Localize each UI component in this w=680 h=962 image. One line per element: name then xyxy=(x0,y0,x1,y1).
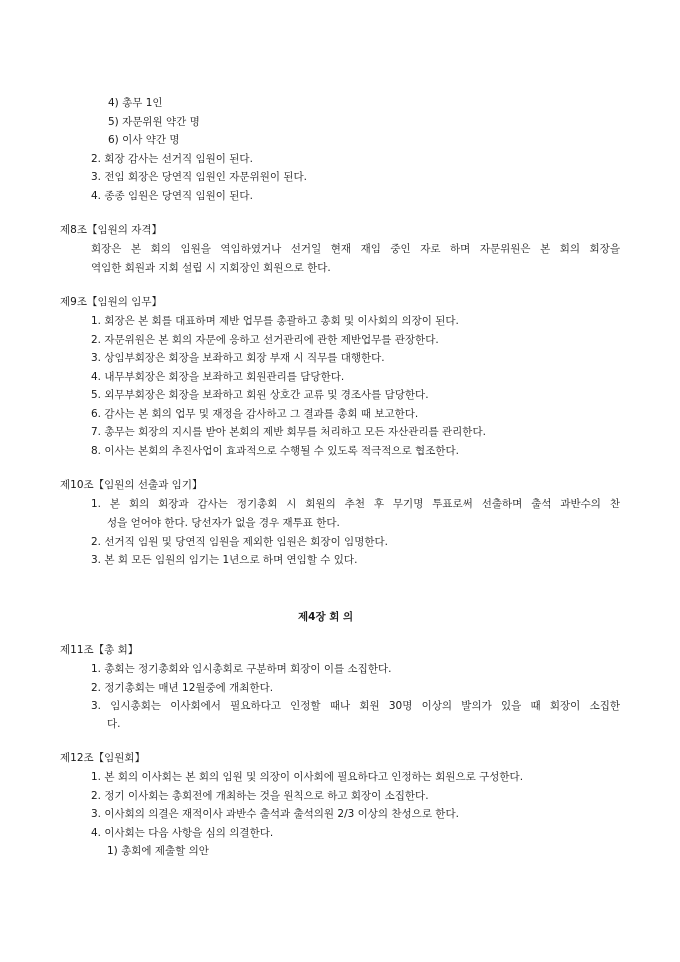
list-item: 5. 외무부회장은 회장을 보좌하고 회원 상호간 교류 및 경조사를 담당한다. xyxy=(91,389,429,401)
list-item-continuation: 성을 얻어야 한다. 당선자가 없을 경우 재투표 한다. xyxy=(107,517,340,529)
list-item: 3. 임시총회는 이사회에서 필요하다고 인정할 때나 회원 30명 이상의 발의가 있을 때 회장이 소집한 xyxy=(91,700,620,712)
list-item: 4. 이사회는 다음 사항을 심의 의결한다. xyxy=(91,827,274,839)
list-item: 1. 본 회의 회장과 감사는 정기총회 시 회원의 추천 후 무기명 투표로써 선출하며 출석 과반수의 찬 xyxy=(91,498,620,510)
list-item: 2. 정기총회는 매년 12월중에 개최한다. xyxy=(91,682,274,694)
article-8-paragraph-line: 역임한 회원과 지회 설립 시 지회장인 회원으로 한다. xyxy=(91,262,331,274)
list-item-continuation: 다. xyxy=(107,718,121,730)
list-item: 2. 회장 감사는 선거직 임원이 된다. xyxy=(91,153,253,165)
list-item: 1. 총회는 정기총회와 임시총회로 구분하며 회장이 이를 소집한다. xyxy=(91,663,392,675)
list-item: 3. 전임 회장은 당연직 임원인 자문위원이 된다. xyxy=(91,171,307,183)
chapter-title: 제4장 회 의 xyxy=(298,611,354,623)
list-item: 2. 정기 이사회는 총회전에 개최하는 것을 원칙으로 하고 회장이 소집한다. xyxy=(91,790,429,802)
list-item: 2. 선거직 임원 및 당연직 임원을 제외한 임원은 회장이 임명한다. xyxy=(91,536,388,548)
list-item: 7. 총무는 회장의 지시를 받아 본회의 제반 회무를 처리하고 모든 자산관리를 관리한다. xyxy=(91,426,486,438)
list-item: 8. 이사는 본회의 추진사업이 효과적으로 수행될 수 있도록 적극적으로 협조한다. xyxy=(91,445,459,457)
sub-item-4: 4) 총무 1인 xyxy=(108,97,163,109)
sub-item-1: 1) 총회에 제출할 의안 xyxy=(107,845,209,857)
list-item: 1. 회장은 본 회를 대표하며 제반 업무를 총괄하고 총회 및 이사회의 의장이 된다. xyxy=(91,315,459,327)
article-8-paragraph-line: 회장은 본 회의 임원을 역임하였거나 선거일 현재 재임 중인 자로 하며 자문위원은 본 회의 회장을 xyxy=(91,243,620,255)
list-item: 3. 본 회 모든 임원의 임기는 1년으로 하며 연임할 수 있다. xyxy=(91,554,358,566)
list-item: 3. 상임부회장은 회장을 보좌하고 회장 부재 시 직무를 대행한다. xyxy=(91,352,385,364)
sub-item-5: 5) 자문위원 약간 명 xyxy=(108,116,200,128)
list-item: 3. 이사회의 의결은 재적이사 과반수 출석과 출석의원 2/3 이상의 찬성으로 한다. xyxy=(91,808,459,820)
article-9-title: 제9조【임원의 임무】 xyxy=(60,296,163,308)
list-item: 2. 자문위원은 본 회의 자문에 응하고 선거관리에 관한 제반업무를 관장한다. xyxy=(91,334,439,346)
article-10-title: 제10조【임원의 선출과 임기】 xyxy=(60,479,203,491)
list-item: 1. 본 회의 이사회는 본 회의 임원 및 의장이 이사회에 필요하다고 인정하는 회원으로 구성한다. xyxy=(91,771,524,783)
list-item: 4. 내무부회장은 회장을 보좌하고 회원관리를 담당한다. xyxy=(91,371,345,383)
article-8-title: 제8조【임원의 자격】 xyxy=(60,224,163,236)
sub-item-6: 6) 이사 약간 명 xyxy=(108,134,180,146)
list-item: 6. 감사는 본 회의 업무 및 재정을 감사하고 그 결과를 총회 때 보고한다. xyxy=(91,408,419,420)
article-12-title: 제12조【임원회】 xyxy=(60,752,146,764)
list-item: 4. 종종 임원은 당연직 임원이 된다. xyxy=(91,190,253,202)
article-11-title: 제11조【총 회】 xyxy=(60,644,139,656)
